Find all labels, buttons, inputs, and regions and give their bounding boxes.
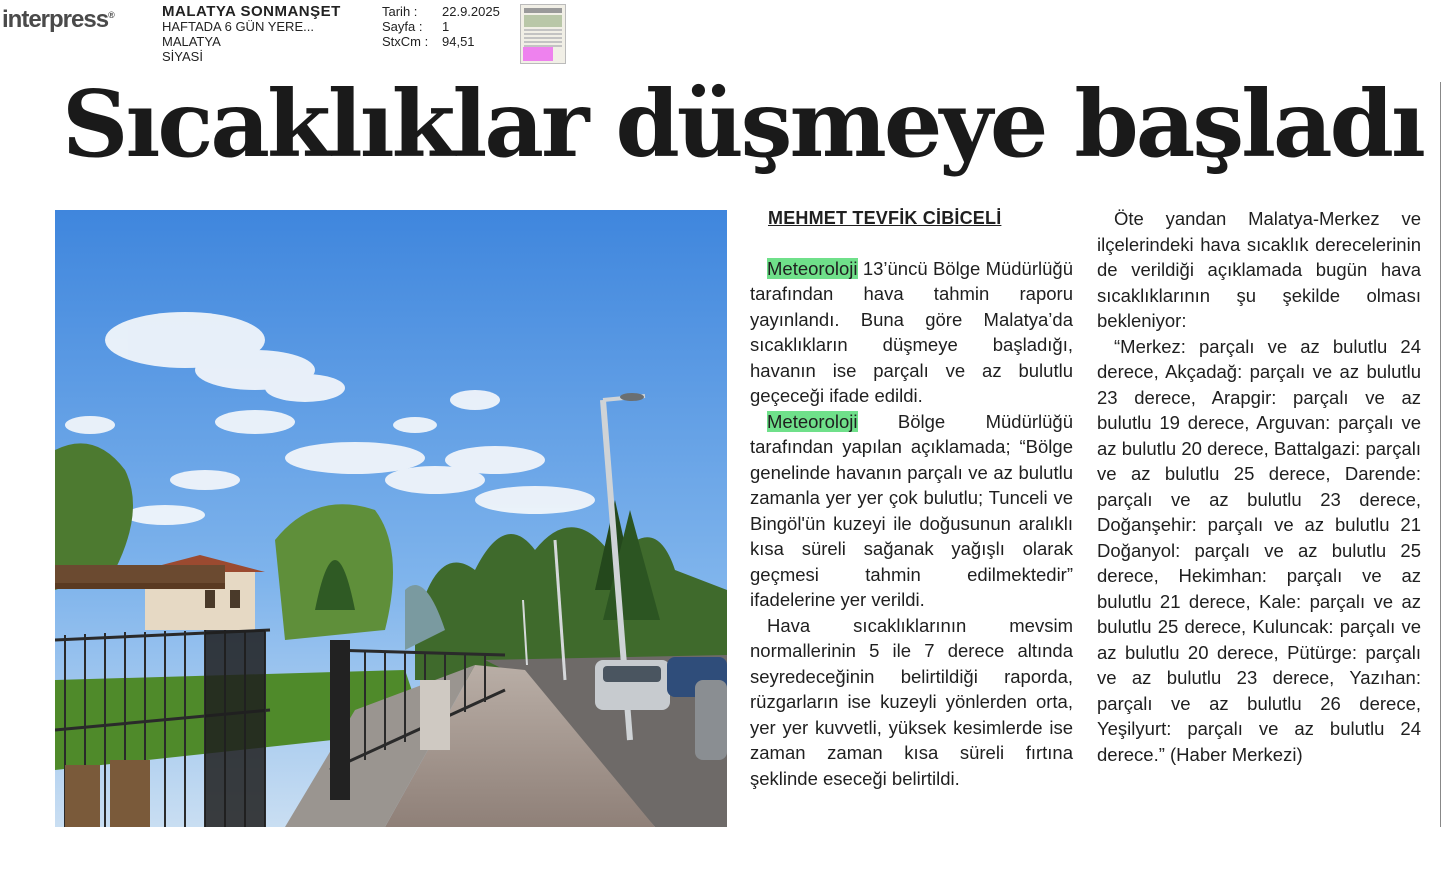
publication-section: SİYASİ xyxy=(162,49,203,64)
interpress-logo: interpress® xyxy=(2,6,114,33)
article-column-2 xyxy=(1097,206,1421,767)
paragraph-4: Öte yandan Malatya-Merkez ve ilçelerindeki hava sıcaklık derecelerinin de verildiği açıklamada bugün hava sıcaklıklarının şu şekilde olması bekleniyor: xyxy=(1097,208,1421,331)
clip-meta xyxy=(382,4,500,49)
column-divider xyxy=(1440,82,1441,827)
thumbnail-highlight-mark xyxy=(523,47,553,61)
publication-name: MALATYA SONMANŞET xyxy=(162,3,341,20)
paragraph-2: Meteoroloji Bölge Müdürlüğü tarafından yapılan açıklamada; “Bölge genelinde havanın parçalı ve az bulutlu zamanla yer yer çok bulutlu; Tunceli ve Bingöl'ün kuzeyi ile doğusunun aralıklı kısa süreli sağanak yağışlı olarak geçmesi tahmin edilmektedir” ifadelerine yer verildi. xyxy=(750,410,1073,610)
publication-frequency: HAFTADA 6 GÜN YERE... xyxy=(162,19,314,34)
headline: Sıcaklıklar düşmeye başladı xyxy=(62,70,1423,178)
keyword-highlight: Meteoroloji xyxy=(767,410,858,432)
paragraph-1: Meteoroloji 13’üncü Bölge Müdürlüğü tarafından hava tahmin raporu yayınlandı. Buna göre Malatya’da sıcaklıkların düşmeye başladığı, havanın ise parçalı ve az bulutlu geçeceği ifade edildi. xyxy=(750,257,1073,406)
byline: MEHMET TEVFİK CİBİCELİ xyxy=(768,208,1002,228)
meta-row-stxcm: StxCm : 94,51 xyxy=(382,34,475,49)
paragraph-5: “Merkez: parçalı ve az bulutlu 24 derece, Akçadağ: parçalı ve az bulutlu 23 derece, Arapgir: parçalı ve az bulutlu 19 derece, Arguvan: parçalı ve az bulutlu 20 derece, Battalgazi: parçalı ve az bulutlu 25 derece, Darende: parçalı ve az bulutlu 23 derece, Doğanşehir: parçalı ve az bulutlu 21 Doğanyol: parçalı ve az bulutlu 25 derece, Hekimhan: parçalı ve az bulutlu 21 derece, Kale: parçalı ve az bulutlu 25 derece, Kuluncak: parçalı ve az bulutlu 20 derece, Pütürge: parçalı ve az bulutlu 23 derece, Yazıhan: parçalı ve az bulutlu 26 derece, Yeşilyurt: parçalı ve az bulutlu 24 derece.” (Haber Merkezi) xyxy=(1097,335,1421,765)
article-photo xyxy=(55,210,727,827)
meta-row-date: Tarih : 22.9.2025 xyxy=(382,4,500,19)
publication-city: MALATYA xyxy=(162,34,221,49)
page-thumbnail[interactable] xyxy=(520,4,566,64)
article-column-1 xyxy=(750,206,1073,791)
keyword-highlight: Meteoroloji xyxy=(767,257,858,279)
paragraph-3: Hava sıcaklıklarının mevsim normallerinin 5 ile 7 derece altında seyredeceğinin belirtildiği raporda, rüzgarların ise kuzeyli yönlerden orta, yer yer kuvvetli, yüksek kesimlerde ise zaman zaman kısa süreli fırtına şeklinde eseceği belirtildi. xyxy=(750,614,1073,789)
meta-row-page: Sayfa : 1 xyxy=(382,19,450,34)
publication-info xyxy=(162,4,341,64)
